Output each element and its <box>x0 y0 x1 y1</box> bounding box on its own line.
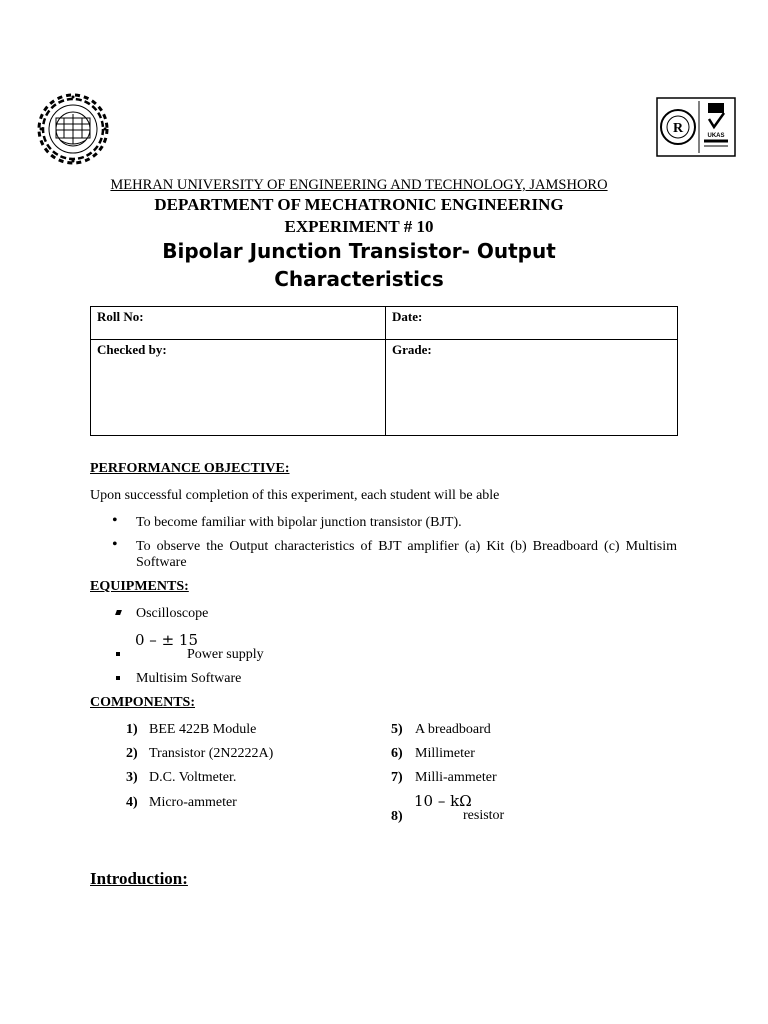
grade-cell[interactable] <box>386 340 678 436</box>
ukas-text: UKAS <box>707 133 725 139</box>
department-name: DEPARTMENT OF MECHATRONIC ENGINEERING <box>154 195 564 214</box>
bullet-icon: • <box>112 512 118 529</box>
component-number: 1) <box>126 722 138 737</box>
performance-intro: Upon successful completion of this experiment, each student will be able <box>90 488 500 503</box>
component-number: 4) <box>126 795 138 810</box>
university-logo <box>34 88 112 170</box>
experiment-number: EXPERIMENT # 10 <box>284 217 434 236</box>
component-item: BEE 422B Module <box>149 722 257 737</box>
svg-text:R: R <box>672 121 684 136</box>
title-line-2: Characteristics <box>274 267 444 291</box>
certification-logo <box>656 97 736 157</box>
bullet-icon <box>116 676 120 680</box>
component-item: Millimeter <box>415 746 475 761</box>
resistor-value: 10 – kΩ <box>414 792 472 810</box>
title-line-1: Bipolar Junction Transistor- Output <box>162 239 556 263</box>
equipment-item: Power supply <box>187 647 264 662</box>
roll-no-label: Roll No: <box>97 309 144 324</box>
components-heading: COMPONENTS: <box>90 695 195 710</box>
bullet-icon <box>116 652 120 656</box>
date-label: Date: <box>392 309 423 324</box>
objective-item: To observe the Output characteristics of BJT amplifier (a) Kit (b) Breadboard (c) Multisim <box>136 539 677 554</box>
component-number: 8) <box>391 809 403 824</box>
roll-no-cell[interactable] <box>91 307 386 340</box>
grade-label: Grade: <box>392 342 432 357</box>
component-number: 2) <box>126 746 138 761</box>
info-table <box>90 306 678 436</box>
equipments-heading: EQUIPMENTS: <box>90 579 189 594</box>
objective-item-continued: Software <box>136 555 187 570</box>
introduction-heading: Introduction: <box>90 869 188 888</box>
component-item: Transistor (2N2222A) <box>149 746 274 761</box>
component-item: resistor <box>463 808 505 823</box>
component-number: 3) <box>126 770 138 785</box>
equipment-item: Multisim Software <box>136 671 242 686</box>
component-item: A breadboard <box>415 722 491 737</box>
page-title <box>0 237 718 293</box>
checked-by-label: Checked by: <box>97 342 167 357</box>
date-cell[interactable] <box>386 307 678 340</box>
equipment-item: Oscilloscope <box>136 606 209 621</box>
component-item: Milli-ammeter <box>415 770 497 785</box>
component-item: D.C. Voltmeter. <box>149 770 237 785</box>
university-name: MEHRAN UNIVERSITY OF ENGINEERING AND TECHNOLOGY, JAMSHORO <box>110 177 608 193</box>
component-number: 7) <box>391 770 403 785</box>
bullet-icon: • <box>112 536 118 553</box>
power-supply-range: 0 – ± 15 <box>135 631 199 649</box>
checked-by-cell[interactable] <box>91 340 386 436</box>
objective-item: To become familiar with bipolar junction transistor (BJT). <box>136 515 462 530</box>
component-item: Micro-ammeter <box>149 795 237 810</box>
component-number: 5) <box>391 722 403 737</box>
performance-objective-heading: PERFORMANCE OBJECTIVE: <box>90 461 290 476</box>
bullet-icon <box>115 610 122 615</box>
component-number: 6) <box>391 746 403 761</box>
